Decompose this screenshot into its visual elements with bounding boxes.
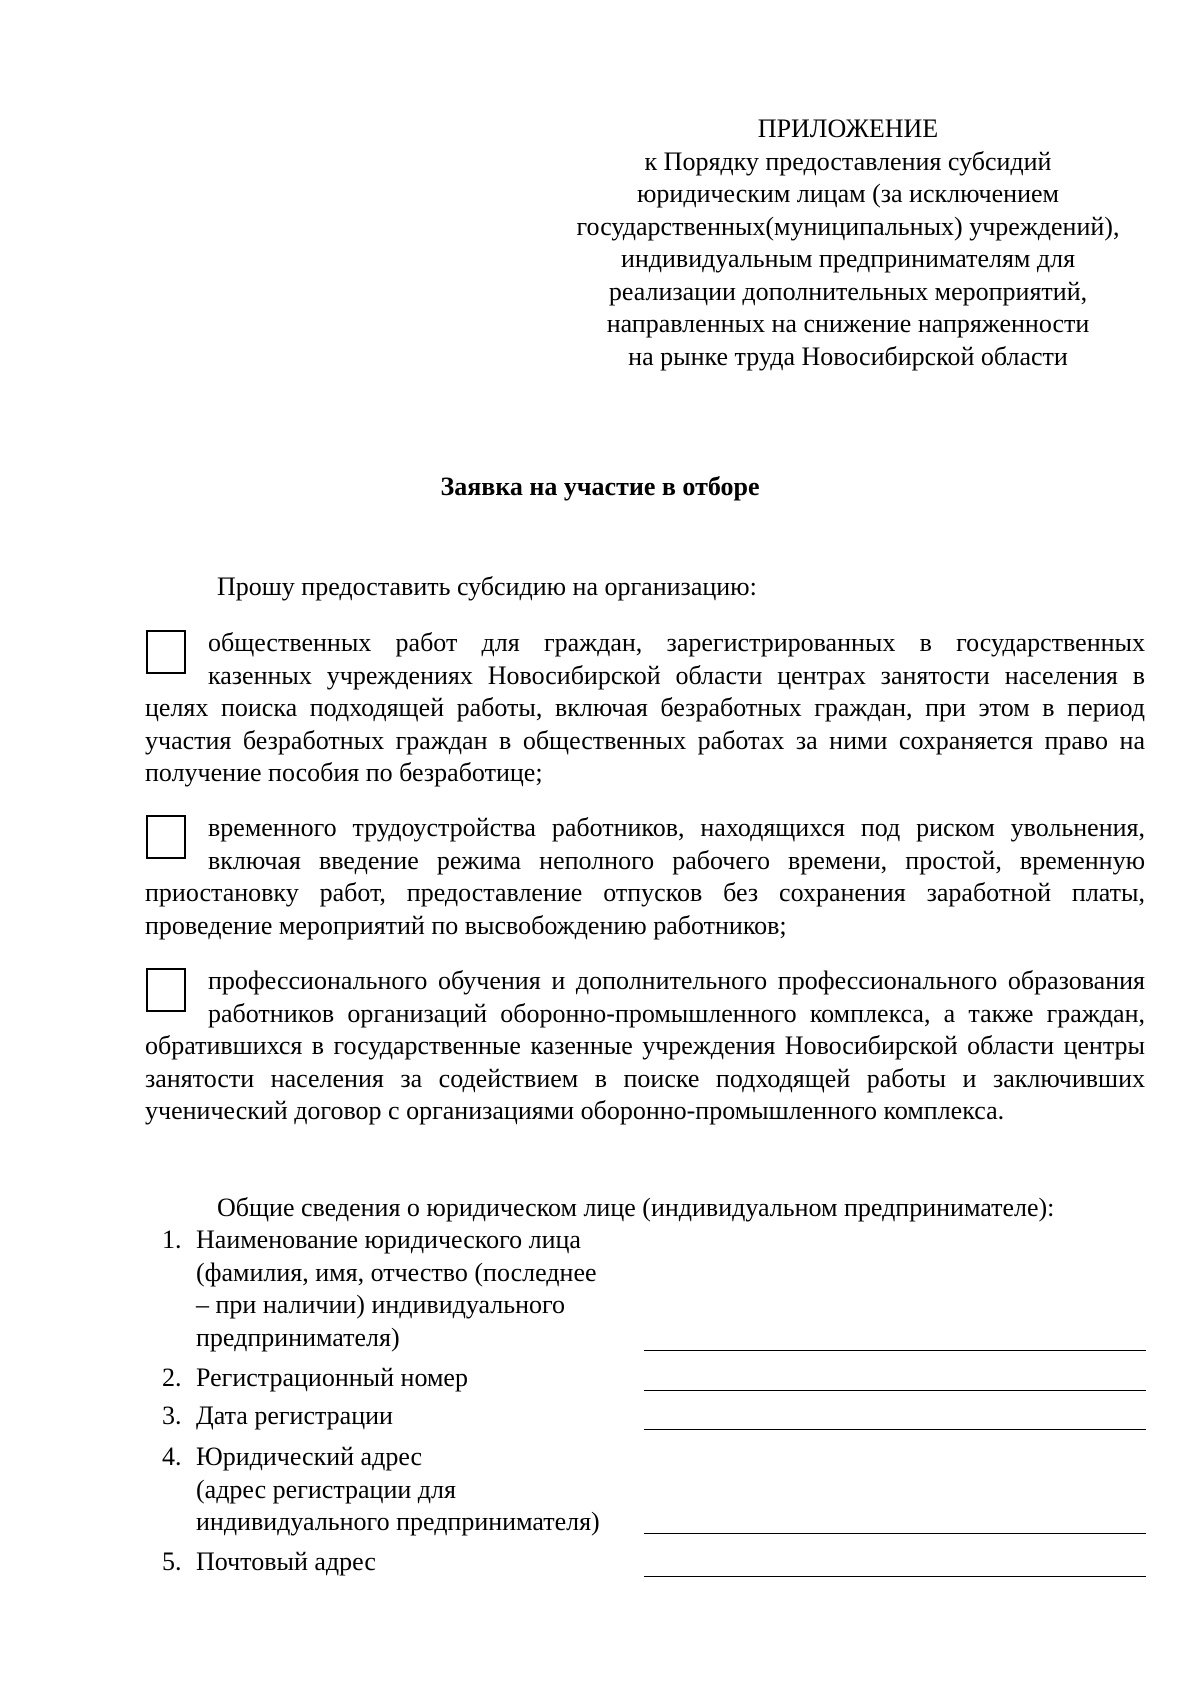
request-intro: Прошу предоставить субсидию на организацию:: [217, 572, 757, 601]
appendix-header: [548, 113, 1148, 373]
field-postal-address-input-line[interactable]: [644, 1576, 1146, 1577]
field-registration-number-input-line[interactable]: [644, 1390, 1146, 1391]
field-label: Регистрационный номер: [196, 1363, 468, 1392]
field-name-input-line[interactable]: [644, 1350, 1146, 1351]
appendix-line: к Порядку предоставления субсидий: [644, 146, 1052, 176]
field-number: 5.: [162, 1547, 182, 1576]
field-number: 1.: [162, 1225, 182, 1254]
general-info-heading: Общие сведения о юридическом лице (индивидуальном предпринимателе):: [217, 1193, 1055, 1222]
field-label: Наименование юридического лица (фамилия, имя, отчество (последнее – при наличии) индивидуального предпринимателя): [196, 1225, 597, 1352]
option-text: временного трудоустройства работников, находящихся под риском увольнения, включая введение режима неполного рабочего времени, простой, временную приостановку работ, предоставление отпусков без сохранения заработной платы, проведение мероприятий по высвобождению работников;: [145, 813, 1145, 940]
option-public-works: [145, 627, 1145, 790]
option-checkbox[interactable]: [146, 630, 186, 674]
field-number: 4.: [162, 1442, 182, 1471]
field-registration-number: [162, 1362, 468, 1395]
appendix-line: на рынке труда Новосибирской области: [628, 341, 1068, 371]
field-registration-date-input-line[interactable]: [644, 1429, 1146, 1430]
option-checkbox[interactable]: [146, 968, 186, 1012]
field-registration-date: [162, 1400, 393, 1433]
field-name: [162, 1224, 597, 1354]
field-label: Юридический адрес (адрес регистрации для индивидуального предпринимателя): [196, 1442, 600, 1536]
option-text: общественных работ для граждан, зарегистрированных в государственных казенных учреждениях Новосибирской области центрах занятости населения в целях поиска подходящей работы, включая безработных граждан, при этом в период участия безработных граждан в общественных работах за ними сохраняется право на получение пособия по безработице;: [145, 628, 1145, 787]
option-checkbox[interactable]: [146, 815, 186, 859]
field-number: 3.: [162, 1401, 182, 1430]
field-number: 2.: [162, 1363, 182, 1392]
document-title: Заявка на участие в отборе: [440, 472, 760, 501]
field-legal-address-input-line[interactable]: [644, 1533, 1146, 1534]
appendix-line: направленных на снижение напряженности: [606, 309, 1090, 338]
appendix-line: государственных(муниципальных) учреждений),: [576, 211, 1120, 241]
field-postal-address: [162, 1546, 376, 1579]
appendix-line: реализации дополнительных мероприятий,: [608, 276, 1088, 306]
option-temporary-employment: [145, 812, 1145, 942]
field-legal-address: [162, 1441, 600, 1539]
option-professional-training: [145, 965, 1145, 1128]
appendix-line: ПРИЛОЖЕНИЕ: [757, 114, 939, 143]
field-label: Почтовый адрес: [196, 1547, 376, 1576]
field-label: Дата регистрации: [196, 1401, 393, 1430]
appendix-line: индивидуальным предпринимателям для: [620, 244, 1076, 273]
appendix-line: юридическим лицам (за исключением: [637, 179, 1059, 208]
option-text: профессионального обучения и дополнительного профессионального образования работников организаций оборонно-промышленного комплекса, а также граждан, обратившихся в государственные казенные учреждения Новосибирской области центры занятости населения за содействием в поиске подходящей работы и заключивших ученический договор с организациями оборонно-промышленного комплекса.: [145, 966, 1145, 1125]
